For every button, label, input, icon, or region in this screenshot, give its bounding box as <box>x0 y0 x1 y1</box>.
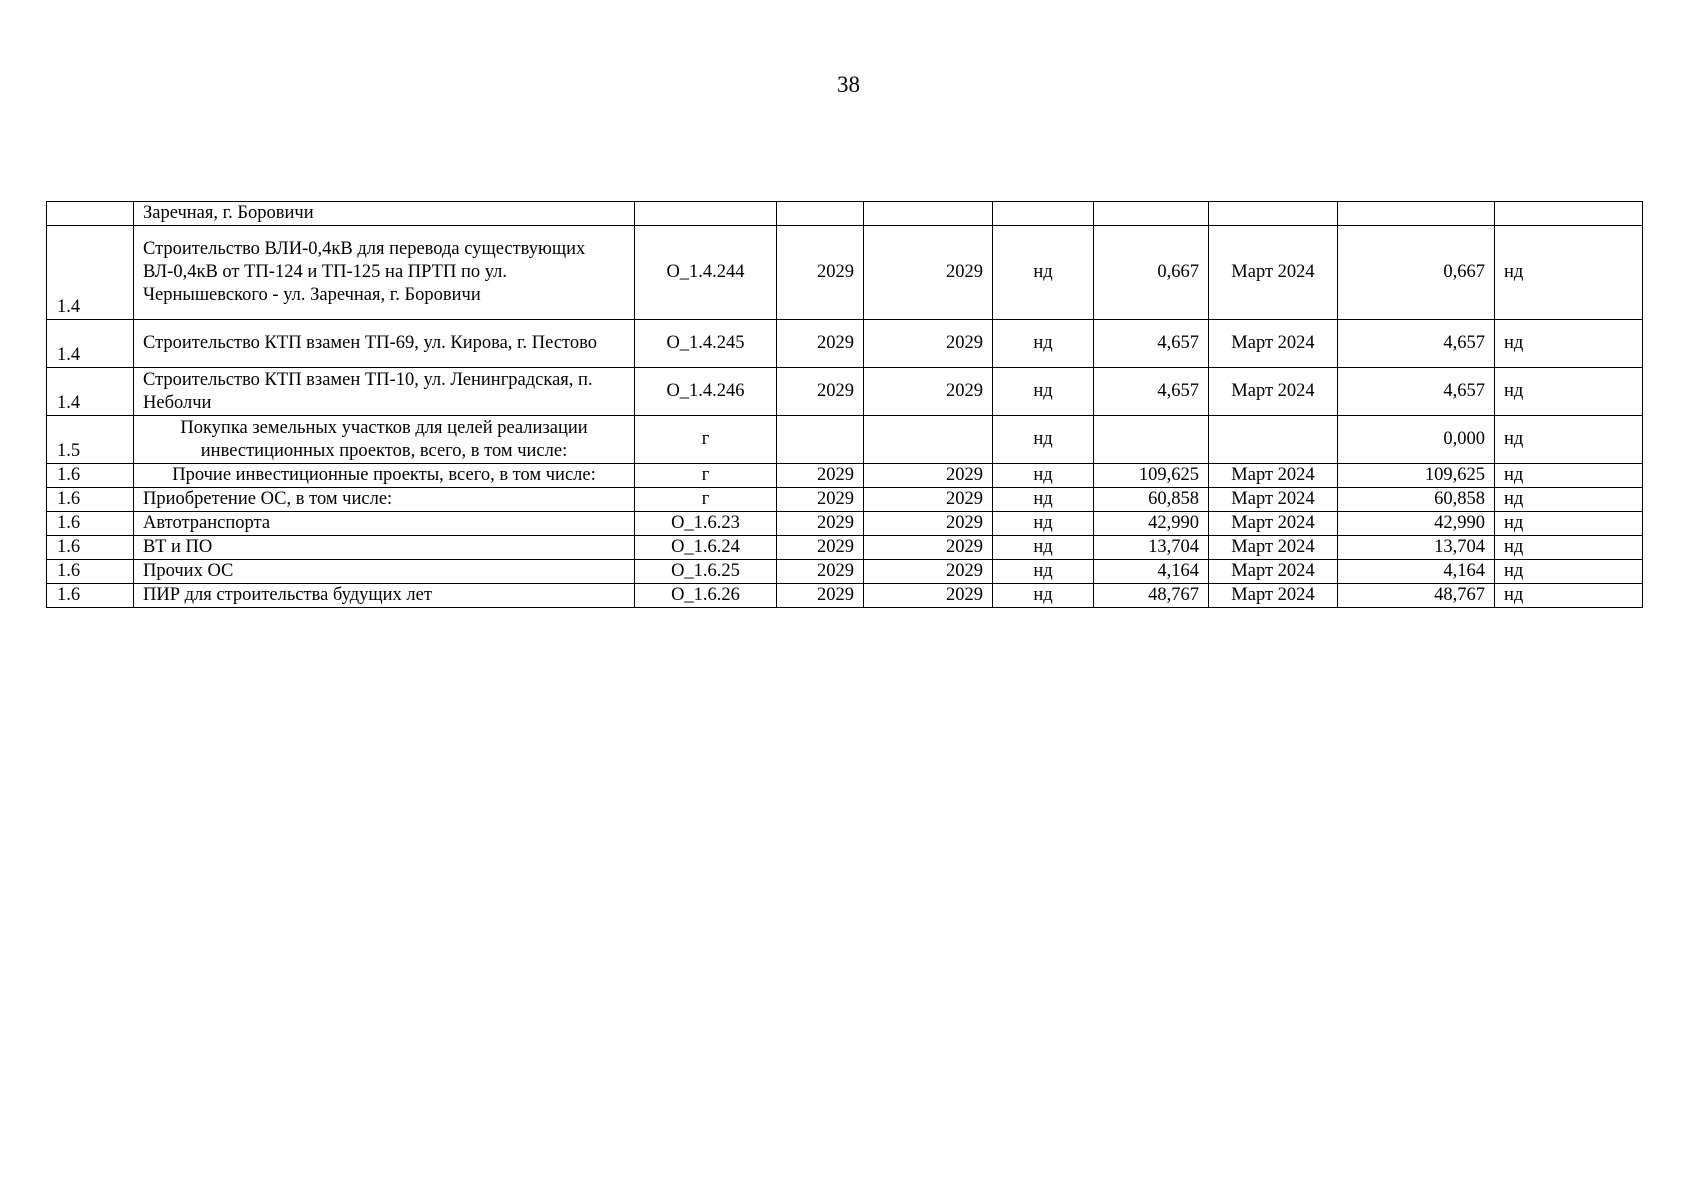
price-date-cell: Март 2024 <box>1209 560 1338 584</box>
project-code-cell: О_1.4.246 <box>635 368 777 416</box>
price-date-cell: Март 2024 <box>1209 488 1338 512</box>
end-year-cell: 2029 <box>864 512 993 536</box>
row-number-cell: 1.6 <box>47 536 134 560</box>
project-name-cell: ПИР для строительства будущих лет <box>134 584 635 608</box>
row-number-cell: 1.4 <box>47 226 134 320</box>
total-value-cell: 4,657 <box>1338 320 1495 368</box>
value-cell: 48,767 <box>1094 584 1209 608</box>
total-value-cell: 4,657 <box>1338 368 1495 416</box>
note-cell: нд <box>1495 488 1643 512</box>
total-value-cell <box>1338 202 1495 226</box>
row-number-cell: 1.6 <box>47 464 134 488</box>
project-name-cell: Автотранспорта <box>134 512 635 536</box>
project-name-cell: ВТ и ПО <box>134 536 635 560</box>
end-year-cell <box>864 202 993 226</box>
price-date-cell: Март 2024 <box>1209 368 1338 416</box>
price-date-cell: Март 2024 <box>1209 584 1338 608</box>
project-code-cell <box>635 202 777 226</box>
price-date-cell: Март 2024 <box>1209 464 1338 488</box>
value-cell: 0,667 <box>1094 226 1209 320</box>
start-year-cell: 2029 <box>777 226 864 320</box>
project-code-cell: г <box>635 488 777 512</box>
status-cell: нд <box>993 536 1094 560</box>
project-name-cell: Заречная, г. Боровичи <box>134 202 635 226</box>
project-code-cell: О_1.4.245 <box>635 320 777 368</box>
project-name-cell: Прочих ОС <box>134 560 635 584</box>
end-year-cell: 2029 <box>864 226 993 320</box>
note-cell: нд <box>1495 536 1643 560</box>
value-cell: 4,164 <box>1094 560 1209 584</box>
project-code-cell: О_1.6.23 <box>635 512 777 536</box>
status-cell: нд <box>993 464 1094 488</box>
total-value-cell: 13,704 <box>1338 536 1495 560</box>
table-row <box>47 536 1643 560</box>
row-number-cell: 1.6 <box>47 512 134 536</box>
row-number-cell: 1.4 <box>47 320 134 368</box>
start-year-cell: 2029 <box>777 488 864 512</box>
project-name-cell: Прочие инвестиционные проекты, всего, в том числе: <box>134 464 635 488</box>
row-number-cell: 1.6 <box>47 584 134 608</box>
project-name-cell: Строительство ВЛИ-0,4кВ для перевода существующих ВЛ-0,4кВ от ТП-124 и ТП-125 на ПРТП по ул. Чернышевского - ул. Заречная, г. Боровичи <box>134 226 635 320</box>
note-cell: нд <box>1495 584 1643 608</box>
note-cell: нд <box>1495 368 1643 416</box>
start-year-cell: 2029 <box>777 320 864 368</box>
end-year-cell: 2029 <box>864 464 993 488</box>
end-year-cell: 2029 <box>864 584 993 608</box>
start-year-cell: 2029 <box>777 512 864 536</box>
table-row <box>47 202 1643 226</box>
project-code-cell: г <box>635 416 777 464</box>
note-cell: нд <box>1495 464 1643 488</box>
value-cell: 4,657 <box>1094 320 1209 368</box>
price-date-cell: Март 2024 <box>1209 536 1338 560</box>
end-year-cell <box>864 416 993 464</box>
row-number-cell: 1.6 <box>47 488 134 512</box>
start-year-cell: 2029 <box>777 536 864 560</box>
project-code-cell: О_1.6.24 <box>635 536 777 560</box>
end-year-cell: 2029 <box>864 368 993 416</box>
start-year-cell <box>777 416 864 464</box>
table-row <box>47 512 1643 536</box>
project-name-cell: Приобретение ОС, в том числе: <box>134 488 635 512</box>
total-value-cell: 4,164 <box>1338 560 1495 584</box>
note-cell: нд <box>1495 560 1643 584</box>
value-cell: 60,858 <box>1094 488 1209 512</box>
price-date-cell <box>1209 416 1338 464</box>
table-row <box>47 368 1643 416</box>
table-row <box>47 584 1643 608</box>
total-value-cell: 48,767 <box>1338 584 1495 608</box>
page-number: 38 <box>837 72 860 97</box>
status-cell: нд <box>993 512 1094 536</box>
project-code-cell: О_1.4.244 <box>635 226 777 320</box>
status-cell <box>993 202 1094 226</box>
status-cell: нд <box>993 560 1094 584</box>
start-year-cell: 2029 <box>777 560 864 584</box>
total-value-cell: 0,000 <box>1338 416 1495 464</box>
status-cell: нд <box>993 416 1094 464</box>
project-name-cell: Покупка земельных участков для целей реализации инвестиционных проектов, всего, в том числе: <box>134 416 635 464</box>
table-row <box>47 320 1643 368</box>
price-date-cell: Март 2024 <box>1209 512 1338 536</box>
project-name-cell: Строительство КТП взамен ТП-69, ул. Кирова, г. Пестово <box>134 320 635 368</box>
row-number-cell <box>47 202 134 226</box>
status-cell: нд <box>993 488 1094 512</box>
value-cell: 109,625 <box>1094 464 1209 488</box>
note-cell: нд <box>1495 416 1643 464</box>
value-cell <box>1094 416 1209 464</box>
end-year-cell: 2029 <box>864 560 993 584</box>
row-number-cell: 1.4 <box>47 368 134 416</box>
price-date-cell: Март 2024 <box>1209 226 1338 320</box>
end-year-cell: 2029 <box>864 536 993 560</box>
project-name-cell: Строительство КТП взамен ТП-10, ул. Ленинградская, п. Неболчи <box>134 368 635 416</box>
total-value-cell: 60,858 <box>1338 488 1495 512</box>
end-year-cell: 2029 <box>864 488 993 512</box>
table-row <box>47 464 1643 488</box>
investment-projects-table <box>46 201 1643 608</box>
total-value-cell: 0,667 <box>1338 226 1495 320</box>
start-year-cell: 2029 <box>777 584 864 608</box>
note-cell: нд <box>1495 320 1643 368</box>
project-code-cell: О_1.6.26 <box>635 584 777 608</box>
total-value-cell: 109,625 <box>1338 464 1495 488</box>
note-cell <box>1495 202 1643 226</box>
end-year-cell: 2029 <box>864 320 993 368</box>
table-row <box>47 488 1643 512</box>
note-cell: нд <box>1495 226 1643 320</box>
project-code-cell: г <box>635 464 777 488</box>
row-number-cell: 1.6 <box>47 560 134 584</box>
start-year-cell: 2029 <box>777 368 864 416</box>
project-code-cell: О_1.6.25 <box>635 560 777 584</box>
start-year-cell: 2029 <box>777 464 864 488</box>
value-cell: 13,704 <box>1094 536 1209 560</box>
price-date-cell <box>1209 202 1338 226</box>
status-cell: нд <box>993 368 1094 416</box>
row-number-cell: 1.5 <box>47 416 134 464</box>
note-cell: нд <box>1495 512 1643 536</box>
table-row <box>47 416 1643 464</box>
status-cell: нд <box>993 584 1094 608</box>
status-cell: нд <box>993 320 1094 368</box>
status-cell: нд <box>993 226 1094 320</box>
table-row <box>47 560 1643 584</box>
total-value-cell: 42,990 <box>1338 512 1495 536</box>
value-cell: 4,657 <box>1094 368 1209 416</box>
table-row <box>47 226 1643 320</box>
price-date-cell: Март 2024 <box>1209 320 1338 368</box>
value-cell <box>1094 202 1209 226</box>
start-year-cell <box>777 202 864 226</box>
value-cell: 42,990 <box>1094 512 1209 536</box>
